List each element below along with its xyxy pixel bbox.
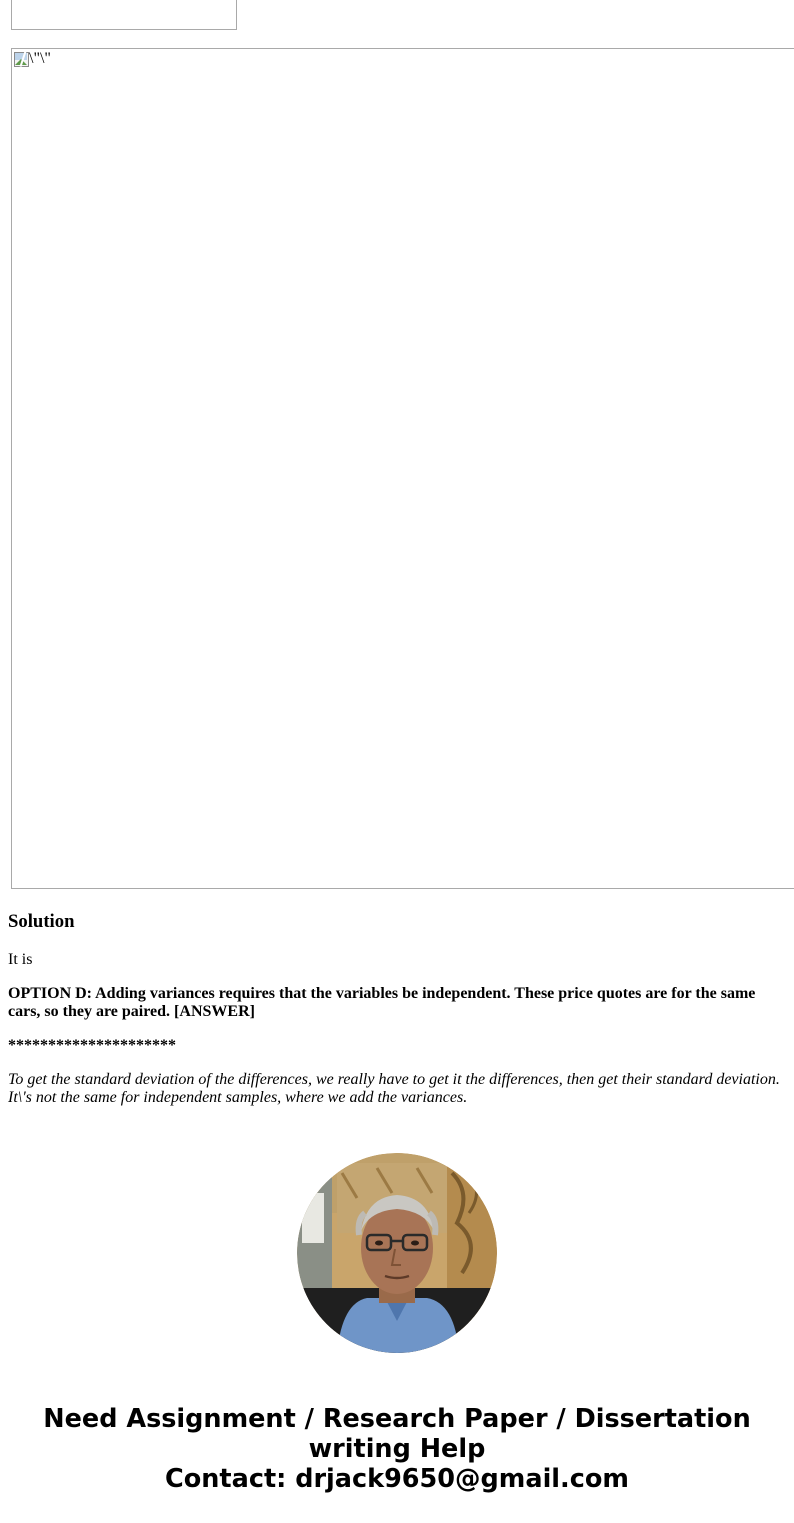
author-avatar: [297, 1153, 497, 1353]
broken-image-icon: [13, 51, 29, 67]
promo-line-2: Contact: drjack9650@gmail.com: [165, 1464, 629, 1494]
empty-image-box: [11, 0, 237, 30]
solution-answer: OPTION D: Adding variances requires that the variables be independent. These price quotes are for the same cars, so they are paired. [ANSWER]: [8, 985, 756, 1020]
solution-intro: It is: [8, 951, 33, 968]
solution-heading: Solution: [8, 911, 75, 932]
image-alt-text: \"\": [29, 50, 51, 67]
person-portrait-icon: [297, 1153, 497, 1353]
separator: *********************: [8, 1037, 176, 1054]
solution-explanation: To get the standard deviation of the differences, we really have to get it the differences, then get their standard deviation. It\'s not the same for independent samples, where we add the variances.: [8, 1071, 780, 1106]
promo-text: [0, 1404, 794, 1494]
question-image: [11, 48, 794, 889]
promo-line-1: Need Assignment / Research Paper / Dissertation writing Help: [43, 1404, 751, 1464]
image-alt: [13, 51, 51, 67]
